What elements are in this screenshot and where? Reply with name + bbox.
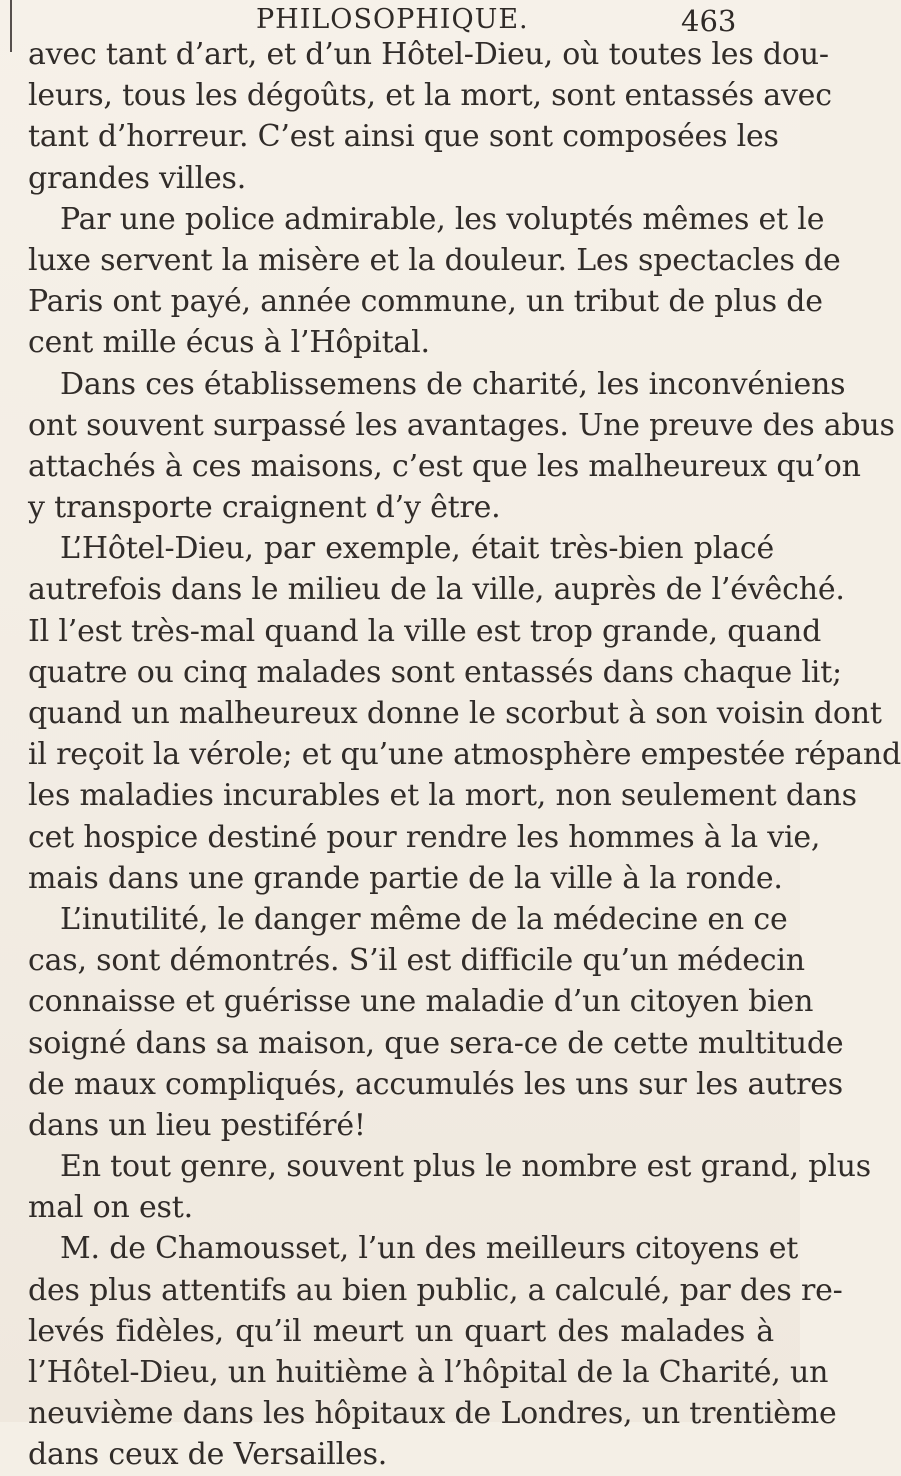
text-line: levés fidèles, qu’il meurt un quart des malades à: [28, 1313, 774, 1349]
text-line: luxe servent la misère et la douleur. Les spectacles de: [28, 242, 841, 278]
text-line: L’Hôtel-Dieu, par exemple, était très-bien placé: [60, 531, 774, 567]
text-line: Par une police admirable, les voluptés mêmes et le: [60, 201, 825, 237]
text-line: cent mille écus à l’Hôpital.: [28, 325, 430, 361]
running-head: PHILOSOPHIQUE.: [256, 4, 529, 35]
text-line: ont souvent surpassé les avantages. Une preuve des abus: [28, 407, 895, 443]
text-line: grandes villes.: [28, 160, 247, 196]
text-line: y transporte craignent d’y être.: [28, 490, 501, 526]
text-line: mal on est.: [28, 1190, 193, 1226]
page-number: 463: [681, 4, 737, 38]
text-line: mais dans une grande partie de la ville à la ronde.: [28, 860, 783, 896]
text-line: quand un malheureux donne le scorbut à son voisin dont: [28, 696, 882, 731]
text-line: avec tant d’art, et d’un Hôtel-Dieu, où toutes les dou-: [28, 37, 829, 72]
text-line: les maladies incurables et la mort, non seulement dans: [28, 778, 857, 814]
text-line: quatre ou cinq malades sont entassés dans chaque lit;: [28, 654, 842, 690]
text-line: cet hospice destiné pour rendre les hommes à la vie,: [28, 819, 821, 855]
text-line: L’inutilité, le danger même de la médecine en ce: [60, 901, 788, 937]
text-line: attachés à ces maisons, c’est que les malheureux qu’on: [28, 448, 861, 484]
text-line: dans ceux de Versailles.: [28, 1437, 388, 1473]
text-line: de maux compliqués, accumulés les uns sur les autres: [28, 1066, 843, 1102]
text-line: neuvième dans les hôpitaux de Londres, un trentième: [28, 1396, 837, 1432]
text-line: En tout genre, souvent plus le nombre est grand, plus: [60, 1149, 871, 1185]
text-line: l’Hôtel-Dieu, un huitième à l’hôpital de la Charité, un: [28, 1355, 829, 1390]
text-line: Dans ces établissemens de charité, les inconvéniens: [60, 366, 846, 402]
text-line: des plus attentifs au bien public, a calculé, par des re-: [28, 1272, 843, 1308]
text-line: Paris ont payé, année commune, un tribut de plus de: [28, 284, 823, 320]
text-line: autrefois dans le milieu de la ville, auprès de l’évêché.: [28, 572, 845, 608]
text-line: dans un lieu pestiféré!: [28, 1107, 366, 1143]
body-text: [28, 34, 901, 1476]
text-line: tant d’horreur. C’est ainsi que sont composées les: [28, 119, 779, 155]
text-line: Il l’est très-mal quand la ville est trop grande, quand: [28, 613, 822, 649]
text-line: cas, sont démontrés. S’il est difficile qu’un médecin: [28, 943, 805, 979]
text-line: connaisse et guérisse une maladie d’un citoyen bien: [28, 984, 814, 1020]
text-line: M. de Chamousset, l’un des meilleurs citoyens et: [60, 1231, 799, 1267]
text-line: il reçoit la vérole; et qu’une atmosphère empestée répand: [28, 737, 901, 773]
text-line: soigné dans sa maison, que sera-ce de cette multitude: [28, 1025, 844, 1061]
text-line: leurs, tous les dégoûts, et la mort, sont entassés avec: [28, 78, 832, 114]
